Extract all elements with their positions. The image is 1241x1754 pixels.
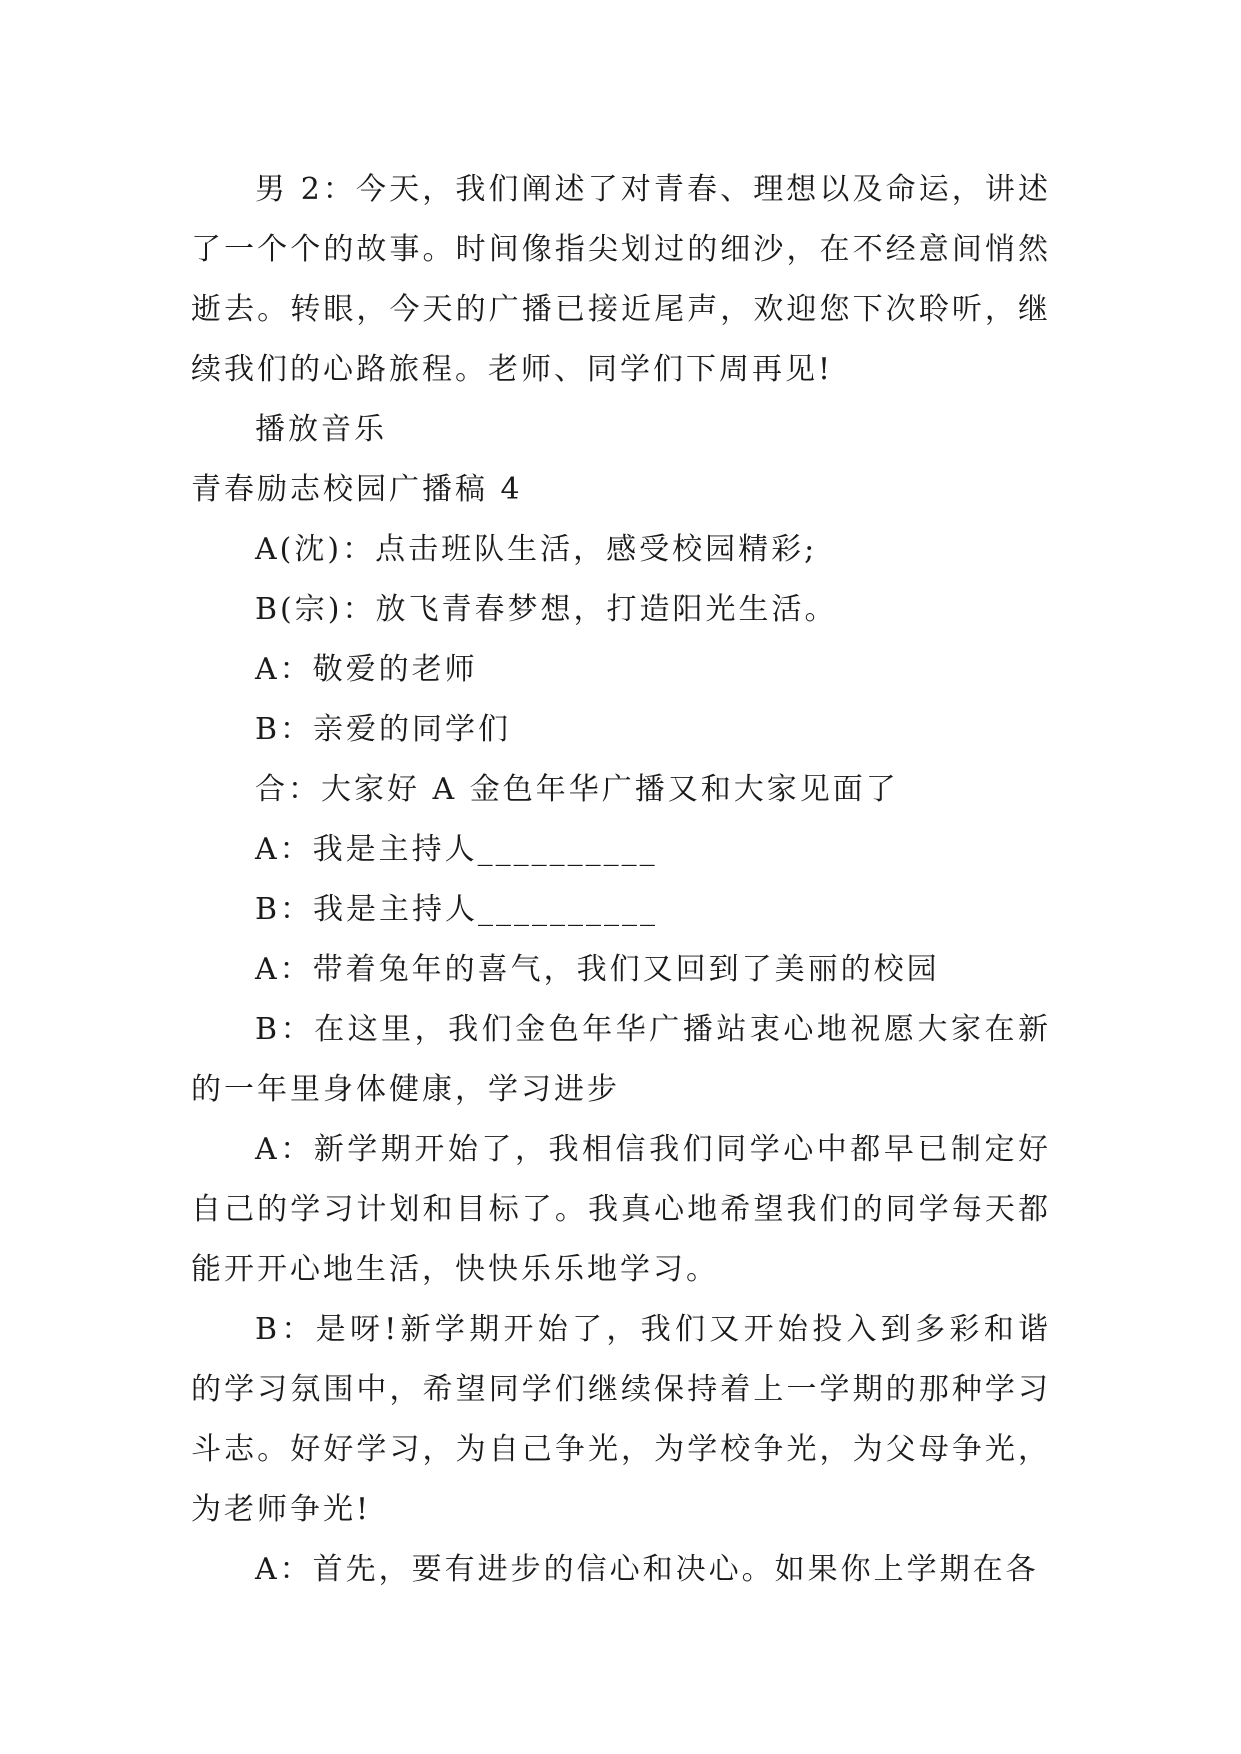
paragraph-closing-remarks: 男 2：今天，我们阐述了对青春、理想以及命运，讲述了一个个的故事。时间像指尖划过的细沙，在不经意间悄然逝去。转眼，今天的广播已接近尾声，欢迎您下次聆听，继续我们的心路旅程。老师、同学们下周再见!: [191, 172, 1051, 387]
paragraph-together: 合：大家好 A 金色年华广播又和大家见面了: [255, 772, 899, 807]
paragraph-play-music: 播放音乐: [255, 412, 387, 447]
paragraph-b-intro: B(宗)：放飞青春梦想，打造阳光生活。: [255, 592, 838, 627]
paragraph-a-host: A：我是主持人__________: [255, 832, 658, 867]
paragraph-b-host: B：我是主持人__________: [255, 892, 659, 927]
paragraph-a-new-term: A：新学期开始了，我相信我们同学心中都早已制定好自己的学习计划和目标了。我真心地希望我们的同学每天都能开开心地生活，快快乐乐地学习。: [191, 1132, 1051, 1287]
document-body: [191, 160, 1051, 1600]
paragraph-b-greeting: B：亲爱的同学们: [255, 712, 512, 747]
paragraph-b-new-term: B：是呀!新学期开始了，我们又开始投入到多彩和谐的学习氛围中，希望同学们继续保持着上一学期的那种学习斗志。好好学习，为自己争光，为学校争光，为父母争光，为老师争光!: [191, 1312, 1051, 1527]
paragraph-a-greeting: A：敬爱的老师: [255, 652, 478, 687]
section-heading: 青春励志校园广播稿 4: [191, 472, 523, 507]
paragraph-a-intro: A(沈)：点击班队生活，感受校园精彩;: [255, 532, 818, 567]
paragraph-b-wishes: B：在这里，我们金色年华广播站衷心地祝愿大家在新的一年里身体健康，学习进步: [191, 1012, 1051, 1107]
paragraph-a-rabbit-year: A：带着兔年的喜气，我们又回到了美丽的校园: [255, 952, 940, 987]
paragraph-a-confidence: A：首先，要有进步的信心和决心。如果你上学期在各: [255, 1552, 1039, 1587]
